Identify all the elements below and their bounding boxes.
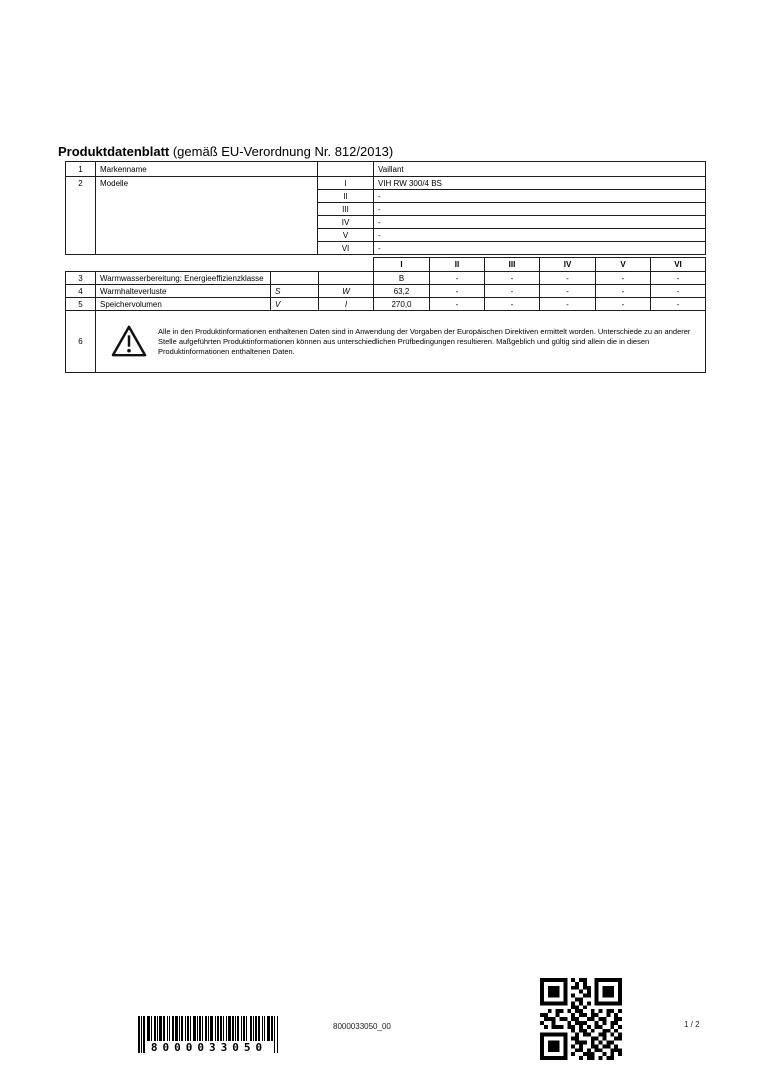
table-row bbox=[66, 272, 706, 285]
header-spacer bbox=[66, 258, 374, 272]
row-label: Markenname bbox=[96, 162, 318, 177]
value-cell: - bbox=[651, 298, 706, 311]
value-cell: - bbox=[651, 285, 706, 298]
value-cell: - bbox=[540, 285, 596, 298]
row-label: Warmhalteverluste bbox=[96, 285, 271, 298]
model-key: V bbox=[318, 229, 374, 242]
table-row bbox=[66, 285, 706, 298]
barcode bbox=[138, 1016, 280, 1054]
row-number: 2 bbox=[66, 177, 96, 255]
page-indicator: 1 / 2 bbox=[684, 1020, 700, 1029]
qr-code-icon bbox=[540, 978, 622, 1060]
value-cell: 63,2 bbox=[374, 285, 430, 298]
qr-modules bbox=[540, 978, 622, 1060]
unit-cell bbox=[319, 272, 374, 285]
column-header: V bbox=[596, 258, 651, 272]
row-number: 6 bbox=[66, 311, 96, 373]
value-cell: - bbox=[485, 272, 540, 285]
model-key: IV bbox=[318, 216, 374, 229]
row-label: Warmwasserbereitung: Energieeffizienzklasse bbox=[96, 272, 271, 285]
unit-cell: l bbox=[319, 298, 374, 311]
row-number: 1 bbox=[66, 162, 96, 177]
model-key: II bbox=[318, 190, 374, 203]
row-number: 3 bbox=[66, 272, 96, 285]
value-cell: - bbox=[430, 285, 485, 298]
model-key: I bbox=[318, 177, 374, 190]
table-header-row bbox=[66, 258, 706, 272]
table-row bbox=[66, 177, 706, 190]
value-cell: - bbox=[430, 272, 485, 285]
row-number: 5 bbox=[66, 298, 96, 311]
model-key: III bbox=[318, 203, 374, 216]
value-cell: - bbox=[485, 285, 540, 298]
value-cell: B bbox=[374, 272, 430, 285]
page-title-suffix: (gemäß EU-Verordnung Nr. 812/2013) bbox=[169, 144, 394, 159]
row-label: Speichervolumen bbox=[96, 298, 271, 311]
model-value: - bbox=[374, 216, 706, 229]
row-number: 4 bbox=[66, 285, 96, 298]
barcode-digits: 8000033050 bbox=[145, 1041, 273, 1054]
page-title-main: Produktdatenblatt bbox=[58, 144, 170, 159]
notice-text: Alle in den Produktinformationen enthaltenen Daten sind in Anwendung der Vorgaben der Europäischen Direktiven ermittelt worden. Unterschiede zu an anderer Stelle aufgeführten Produktinformationen können aus unterschiedlichen Prüfbedingungen resultieren. Maßgeblich und gültig sind allein die in diesen Produktinformationen enthaltenen Daten. bbox=[158, 326, 691, 356]
value-cell: - bbox=[651, 272, 706, 285]
row-value: Vaillant bbox=[374, 162, 706, 177]
technical-data-table bbox=[65, 257, 706, 373]
column-header: IV bbox=[540, 258, 596, 272]
value-cell: - bbox=[485, 298, 540, 311]
table-row bbox=[66, 162, 706, 177]
value-cell: - bbox=[596, 272, 651, 285]
column-header: I bbox=[374, 258, 430, 272]
model-value: - bbox=[374, 203, 706, 216]
value-cell: - bbox=[430, 298, 485, 311]
value-cell: - bbox=[596, 298, 651, 311]
notice-row bbox=[66, 311, 706, 373]
notice-cell bbox=[96, 311, 706, 373]
value-cell: 270,0 bbox=[374, 298, 430, 311]
model-key: VI bbox=[318, 242, 374, 255]
page-title bbox=[58, 144, 393, 159]
warning-triangle-icon bbox=[110, 324, 148, 360]
column-header: II bbox=[430, 258, 485, 272]
row-key bbox=[318, 162, 374, 177]
value-cell: - bbox=[540, 272, 596, 285]
symbol-cell bbox=[271, 272, 319, 285]
unit-cell: W bbox=[319, 285, 374, 298]
symbol-cell: V bbox=[271, 298, 319, 311]
product-identification-table bbox=[65, 161, 706, 255]
notice-content bbox=[96, 324, 705, 360]
model-value: VIH RW 300/4 BS bbox=[374, 177, 706, 190]
value-cell: - bbox=[596, 285, 651, 298]
document-number: 8000033050_00 bbox=[333, 1022, 391, 1031]
value-cell: - bbox=[540, 298, 596, 311]
column-header: VI bbox=[651, 258, 706, 272]
symbol-cell: S bbox=[271, 285, 319, 298]
model-value: - bbox=[374, 242, 706, 255]
column-header: III bbox=[485, 258, 540, 272]
model-value: - bbox=[374, 190, 706, 203]
table-row bbox=[66, 298, 706, 311]
row-label: Modelle bbox=[96, 177, 318, 255]
model-value: - bbox=[374, 229, 706, 242]
